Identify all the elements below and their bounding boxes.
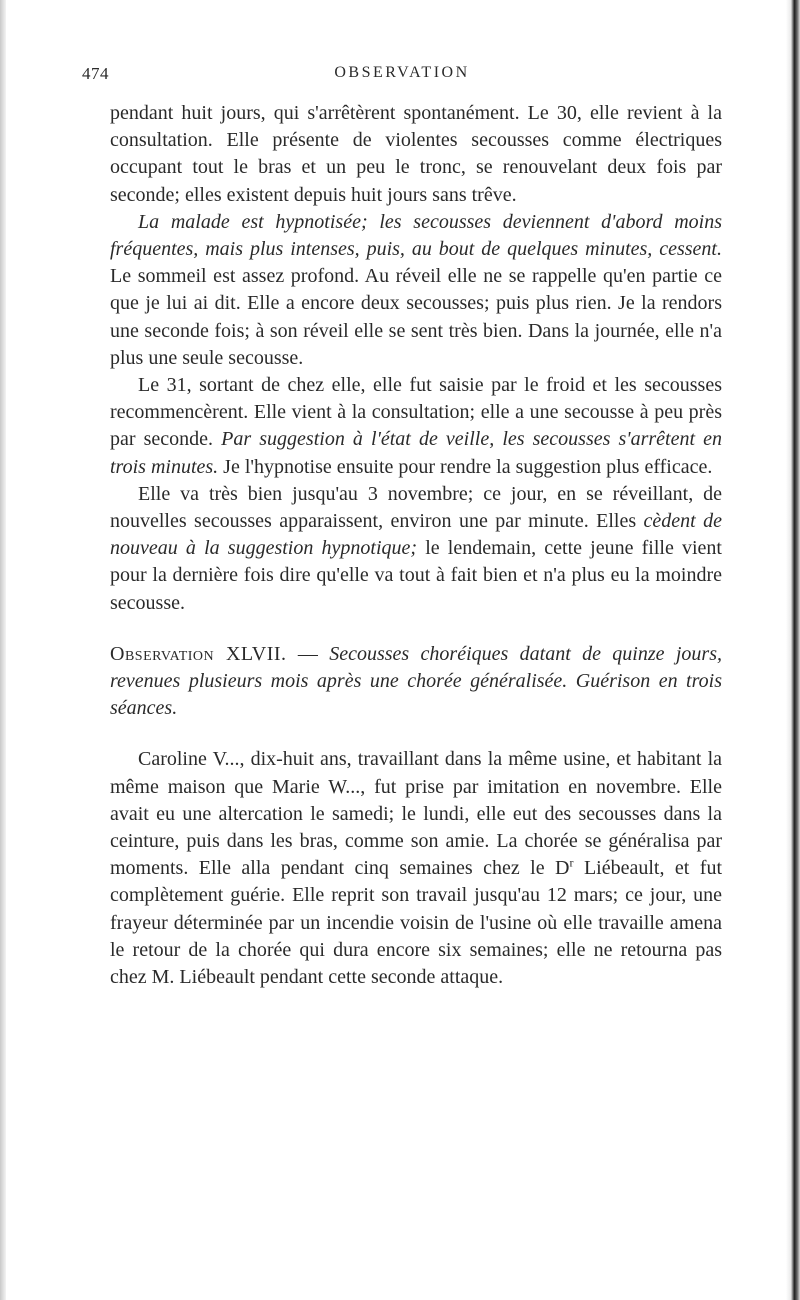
italic-passage: Par suggestion à l'état de veille, les secousses s'arrêtent en trois minutes. (110, 428, 722, 478)
italic-passage: La malade est hypnotisée; les secousses deviennent d'abord moins fréquentes, mais plus intenses, puis, au bout de quelques minutes, cessent. (110, 210, 722, 261)
paragraph-text: Le 31, sortant de chez elle, elle fut saisie par le froid et les secousses recommencèrent. Elle vient à la consultation; elle a une secousse à peu près par seconde. (110, 374, 722, 451)
italic-passage: cèdent de nouveau à la suggestion hypnotique; (110, 510, 722, 560)
observation-label: Observation XLVII. (110, 642, 287, 665)
paragraph-text: Je l'hypnotise ensuite pour rendre la suggestion plus efficace. (218, 455, 713, 478)
running-title: OBSERVATION (334, 64, 470, 81)
observation-dash: — (286, 642, 330, 665)
paragraph-hypnosis (110, 209, 722, 372)
paragraph-text: Elle va très bien jusqu'au 3 novembre; ce jour, en se réveillant, de nouvelles secousses apparaissent, environ une par minute. Elles (110, 482, 722, 533)
paragraph-continuation (110, 100, 722, 209)
page-edge-right (786, 0, 800, 1300)
paragraph-case-caroline (110, 746, 722, 991)
observation-title: Secousses choréiques datant de quinze jours, revenues plusieurs mois après une chorée généralisée. Guérison en trois séances. (110, 642, 722, 720)
paragraph-text: le lendemain, cette jeune fille vient pour la dernière fois dire qu'elle va tout à fait bien et n'a plus eu la moindre secousse. (110, 537, 722, 614)
paragraph-text: Liébeault, et fut complètement guérie. Elle reprit son travail jusqu'au 12 mars; ce jour, une frayeur déterminée par un incendie voisin de l'usine où elle travaille amena le retour de la chorée qui dura encore six semaines; elle ne retourna pas chez M. Liébeault pendant cette seconde attaque. (110, 857, 723, 989)
paragraph-text: pendant huit jours, qui s'arrêtèrent spontanément. Le 30, elle revient à la consultation. Elle présente de violentes secousses comme électriques occupant tout le bras et un peu le tronc, se renouvelant deux fois par seconde; elles existent depuis huit jours sans trêve. (110, 102, 722, 206)
text-block (110, 100, 722, 991)
superscript: r (569, 855, 574, 870)
page-edge-left (0, 0, 6, 1300)
paragraph-november (110, 481, 722, 617)
page-number: 474 (82, 64, 109, 83)
observation-heading (110, 641, 722, 723)
paragraph-relapse (110, 372, 722, 481)
running-head (82, 64, 722, 88)
paragraph-text: Le sommeil est assez profond. Au réveil elle ne se rappelle qu'en partie ce que je lui ai dit. Elle a encore deux secousses; puis plus rien. Je la rendors une seconde fois; à son réveil elle se sent très bien. Dans la journée, elle n'a plus une seule secousse. (110, 265, 722, 369)
paragraph-text: Caroline V..., dix-huit ans, travaillant dans la même usine, et habitant la même maison que Marie W..., fut prise par imitation en novembre. Elle avait eu une altercation le samedi; le lundi, elle eut des secousses dans la ceinture, puis dans les bras, comme son amie. La chorée se généralisa par moments. Elle alla pendant cinq semaines chez le D (110, 748, 722, 880)
